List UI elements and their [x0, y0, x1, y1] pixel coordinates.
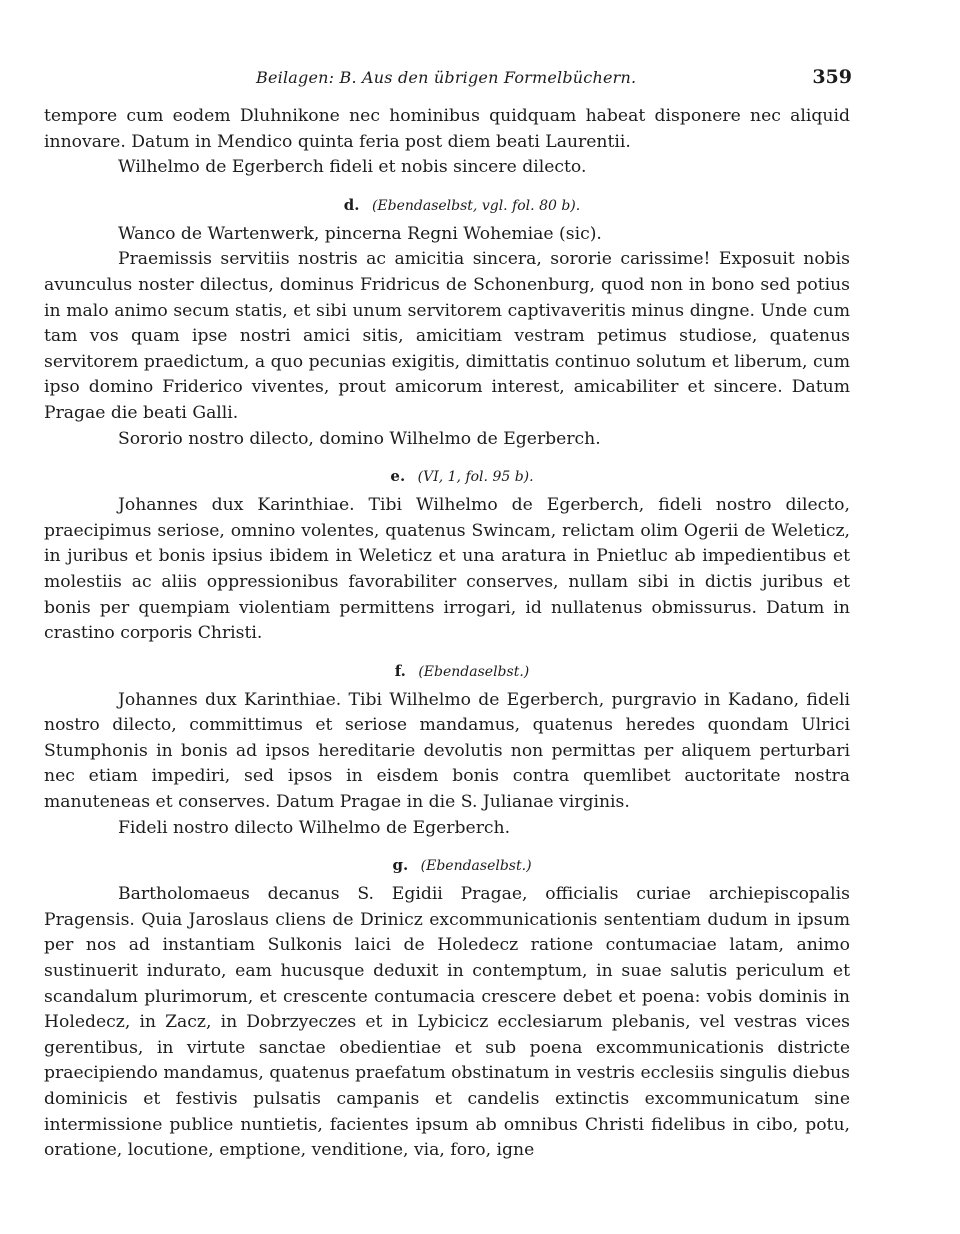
section-reference: (Ebendaselbst.): [420, 858, 532, 875]
section-d: [44, 193, 850, 452]
section-f: [44, 659, 850, 842]
section-letter: g.: [392, 856, 409, 875]
page-number: 359: [812, 66, 852, 88]
section-reference: (Ebendaselbst, vgl. fol. 80 b).: [371, 197, 581, 214]
paragraph: Johannes dux Karinthiae. Tibi Wilhelmo de Egerberch, fideli nostro dilecto, praecipimus seriose, omnino volentes, quatenus Swincam, relictam olim Ogerii de Weleticz, in juribus et bonis ipsius ibidem in Weleticz et una aratura in Pnietluc ab impedientibus et molestiis ac aliis oppressionibus favorabiliter conserves, nullam sibi in dictis juribus et bonis per quempiam violentiam permittens irrogari, id nullatenus obmissurus. Datum in crastino corporis Christi.: [44, 495, 850, 644]
page-header: [44, 64, 850, 98]
section-letter: d.: [343, 195, 360, 214]
running-head: Beilagen: B. Aus den übrigen Formelbüchern.: [256, 68, 637, 87]
section-e: [44, 464, 850, 647]
section-c-continuation: [44, 104, 850, 181]
section-heading: [44, 659, 850, 684]
paragraph: Wanco de Wartenwerk, pincerna Regni Wohemiae (sic).: [118, 223, 602, 244]
section-reference: (Ebendaselbst.): [418, 663, 530, 680]
section-letter: f.: [394, 661, 406, 680]
section-letter: e.: [390, 467, 406, 486]
section-heading: [44, 464, 850, 489]
paragraph: tempore cum eodem Dluhnikone nec hominibus quidquam habeat disponere nec aliquid innovare. Datum in Mendico quinta feria post diem beati Laurentii.: [44, 106, 850, 152]
paragraph: Praemissis servitiis nostris ac amicitia sincera, sororie carissime! Exposuit nobis avunculus noster dilectus, dominus Fridricus de Schonenburg, quod non in bono sed potius in malo animo secum statis, et sibi unum servitorem captivaveritis minus dingne. Unde cum tam vos quam ipse nostri amici sitis, amicitiam vestram petimus studiose, quatenus servitorem praedictum, a quo pecunias exigitis, dimittatis continuo solutum et liberum, cum ipso domino Friderico viventes, prout amicorum interest, amicabiliter et sincere. Datum Pragae die beati Galli.: [44, 249, 850, 423]
paragraph: Bartholomaeus decanus S. Egidii Pragae, officialis curiae archiepiscopalis Pragensis. Quia Jaroslaus cliens de Drinicz excommunicationis sententiam dudum in ipsum per nos ad instantiam Sulkonis laici de Holedecz ratione contumaciae latam, animo sustinuerit indurato, eam hucusque deduxit in contemptum, in suae salutis periculum et scandalum plurimorum, et crescente contumacia crescere debet et poena: vobis dominis in Holedecz, in Zacz, in Dobrzyeczes et in Lybicicz ecclesiarum plebanis, vel vestras vices gerentibus, in virtute sanctae obedientiae et sub poena excommunicationis districte praecipiendo mandamus, quatenus praefatum obstinatum in vestris ecclesiis singulis diebus dominicis et festivis pulsatis campanis et candelis extinctis excommunicatum sine intermissione publice nuntietis, facientes ipsum ab omnibus Christi fidelibus in cibo, potu, oratione, locutione, emptione, venditione, via, foro, igne: [44, 884, 850, 1161]
section-g: [44, 853, 850, 1164]
section-reference: (VI, 1, fol. 95 b).: [417, 469, 534, 486]
signature-line: Fideli nostro dilecto Wilhelmo de Egerberch.: [118, 817, 511, 838]
signature-line: Sororio nostro dilecto, domino Wilhelmo de Egerberch.: [118, 428, 601, 449]
section-heading: [44, 853, 850, 878]
section-heading: [44, 193, 850, 218]
paragraph: Johannes dux Karinthiae. Tibi Wilhelmo de Egerberch, purgravio in Kadano, fideli nostro dilecto, committimus et seriose mandamus, quatenus heredes quondam Ulrici Stumphonis in bonis ad ipsos hereditarie devolutis non permittas per aliquem perturbari nec etiam impediri, sed ipsos in eisdem bonis contra quemlibet auctoritate nostra manuteneas et conserves. Datum Pragae in die S. Julianae virginis.: [44, 689, 850, 813]
signature-line: Wilhelmo de Egerberch fideli et nobis sincere dilecto.: [118, 157, 587, 178]
